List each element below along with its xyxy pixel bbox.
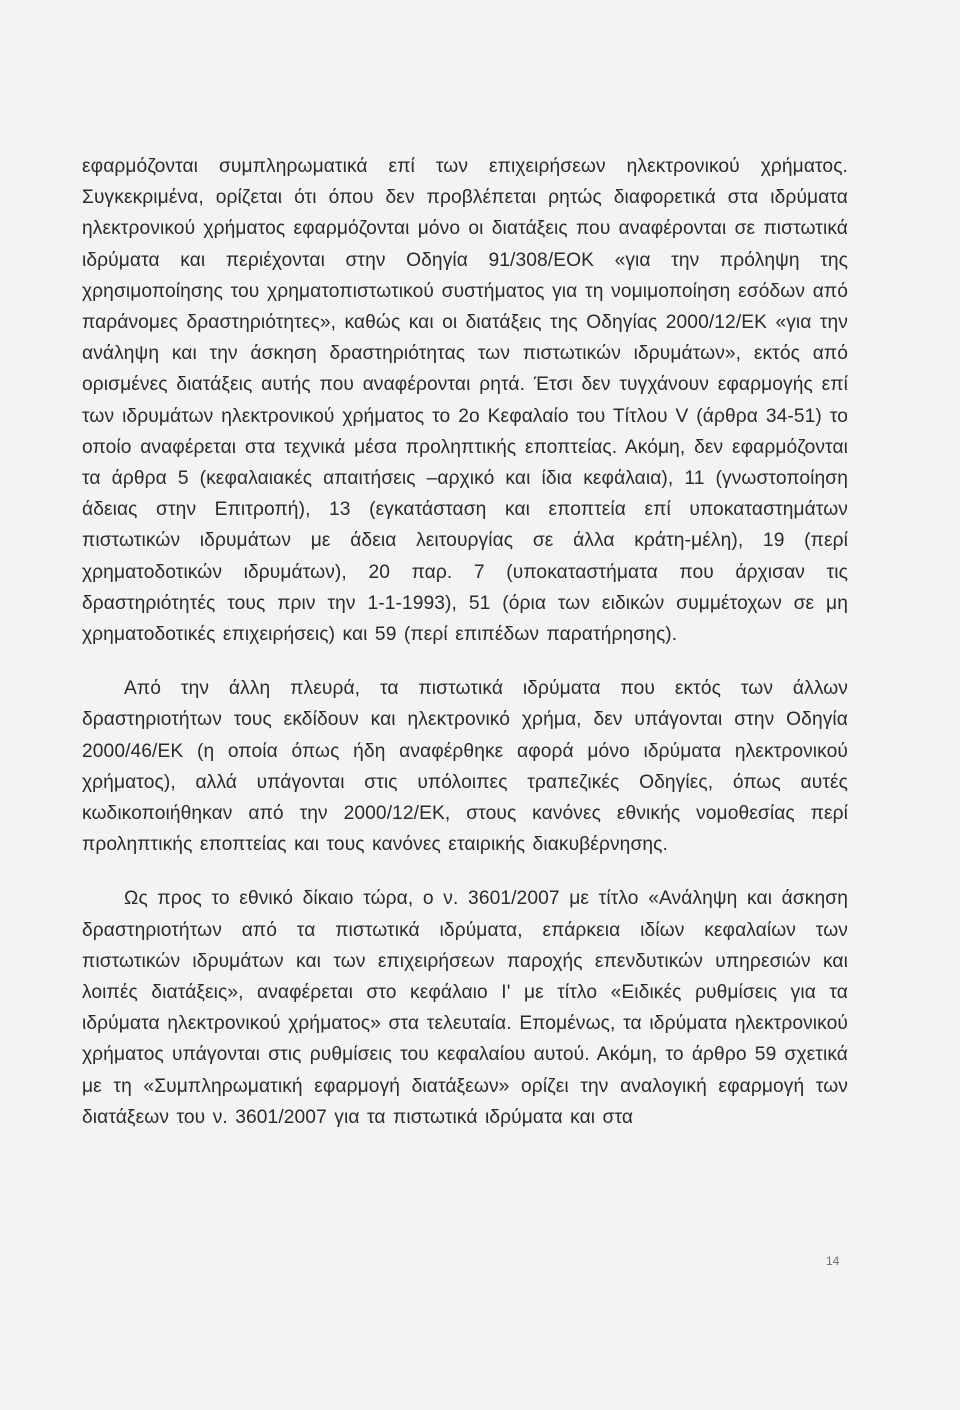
paragraph-1: εφαρμόζονται συμπληρωματικά επί των επιχειρήσεων ηλεκτρονικού χρήματος. Συγκεκριμένα, ορίζεται ότι όπου δεν προβλέπεται ρητώς διαφορετικά στα ιδρύματα ηλεκτρονικού χρήματος εφαρμόζονται μόνο οι διατάξεις που αναφέρονται σε πιστωτικά ιδρύματα και περιέχονται στην Οδηγία 91/308/ΕΟΚ «για την πρόληψη της χρησιμοποίησης του χρηματοπιστωτικού συστήματος για τη νομιμοποίηση εσόδων από παράνομες δραστηριότητες», καθώς και οι διατάξεις της Οδηγίας 2000/12/ΕΚ «για την ανάληψη και την άσκηση δραστηριότητας των πιστωτικών ιδρυμάτων», εκτός από ορισμένες διατάξεις αυτής που αναφέρονται ρητά. Έτσι δεν τυγχάνουν εφαρμογής επί των ιδρυμάτων ηλεκτρονικού χρήματος το 2ο Κεφαλαίο του Τίτλου V (άρθρα 34-51) το οποίο αναφέρεται στα τεχνικά μέσα προληπτικής εποπτείας. Ακόμη, δεν εφαρμόζονται τα άρθρα 5 (κεφαλαιακές απαιτήσεις –αρχικό και ίδια κεφάλαια), 11 (γνωστοποίηση άδειας στην Επιτροπή), 13 (εγκατάσταση και εποπτεία επί υποκαταστημάτων πιστωτικών ιδρυμάτων με άδεια λειτουργίας σε άλλα κράτη-μέλη), 19 (περί χρηματοδοτικών ιδρυμάτων), 20 παρ. 7 (υποκαταστήματα που άρχισαν τις δραστηριότητές τους πριν την 1-1-1993), 51 (όρια των ειδικών συμμέτοχων σε μη χρηματοδοτικές επιχειρήσεις) και 59 (περί επιπέδων παρατήρησης). <box>82 156 848 646</box>
page-number: 14 <box>826 1254 840 1268</box>
body-text <box>82 151 848 1133</box>
paragraph-3: Ως προς το εθνικό δίκαιο τώρα, ο ν. 3601/2007 με τίτλο «Ανάληψη και άσκηση δραστηριοτήτων από τα πιστωτικά ιδρύματα, επάρκεια ιδίων κεφαλαίων των πιστωτικών ιδρυμάτων και των επιχειρήσεων παροχής επενδυτικών υπηρεσιών και λοιπές διατάξεις», αναφέρεται στο κεφάλαιο Ι' με τίτλο «Ειδικές ρυθμίσεις για τα ιδρύματα ηλεκτρονικού χρήματος» στα τελευταία. Επομένως, τα ιδρύματα ηλεκτρονικού χρήματος υπάγονται στις ρυθμίσεις του κεφαλαίου αυτού. Ακόμη, το άρθρο 59 σχετικά με τη «Συμπληρωματική εφαρμογή διατάξεων» ορίζει την αναλογική εφαρμογή των διατάξεων του ν. 3601/2007 για τα πιστωτικά ιδρύματα και στα <box>82 888 848 1128</box>
paragraph-2: Από την άλλη πλευρά, τα πιστωτικά ιδρύματα που εκτός των άλλων δραστηριοτήτων τους εκδίδουν και ηλεκτρονικό χρήμα, δεν υπάγονται στην Οδηγία 2000/46/ΕΚ (η οποία όπως ήδη αναφέρθηκε αφορά μόνο ιδρύματα ηλεκτρονικού χρήματος), αλλά υπάγονται στις υπόλοιπες τραπεζικές Οδηγίες, όπως αυτές κωδικοποιήθηκαν από την 2000/12/ΕΚ, στους κανόνες εθνικής νομοθεσίας περί προληπτικής εποπτείας και τους κανόνες εταιρικής διακυβέρνησης. <box>82 678 848 856</box>
